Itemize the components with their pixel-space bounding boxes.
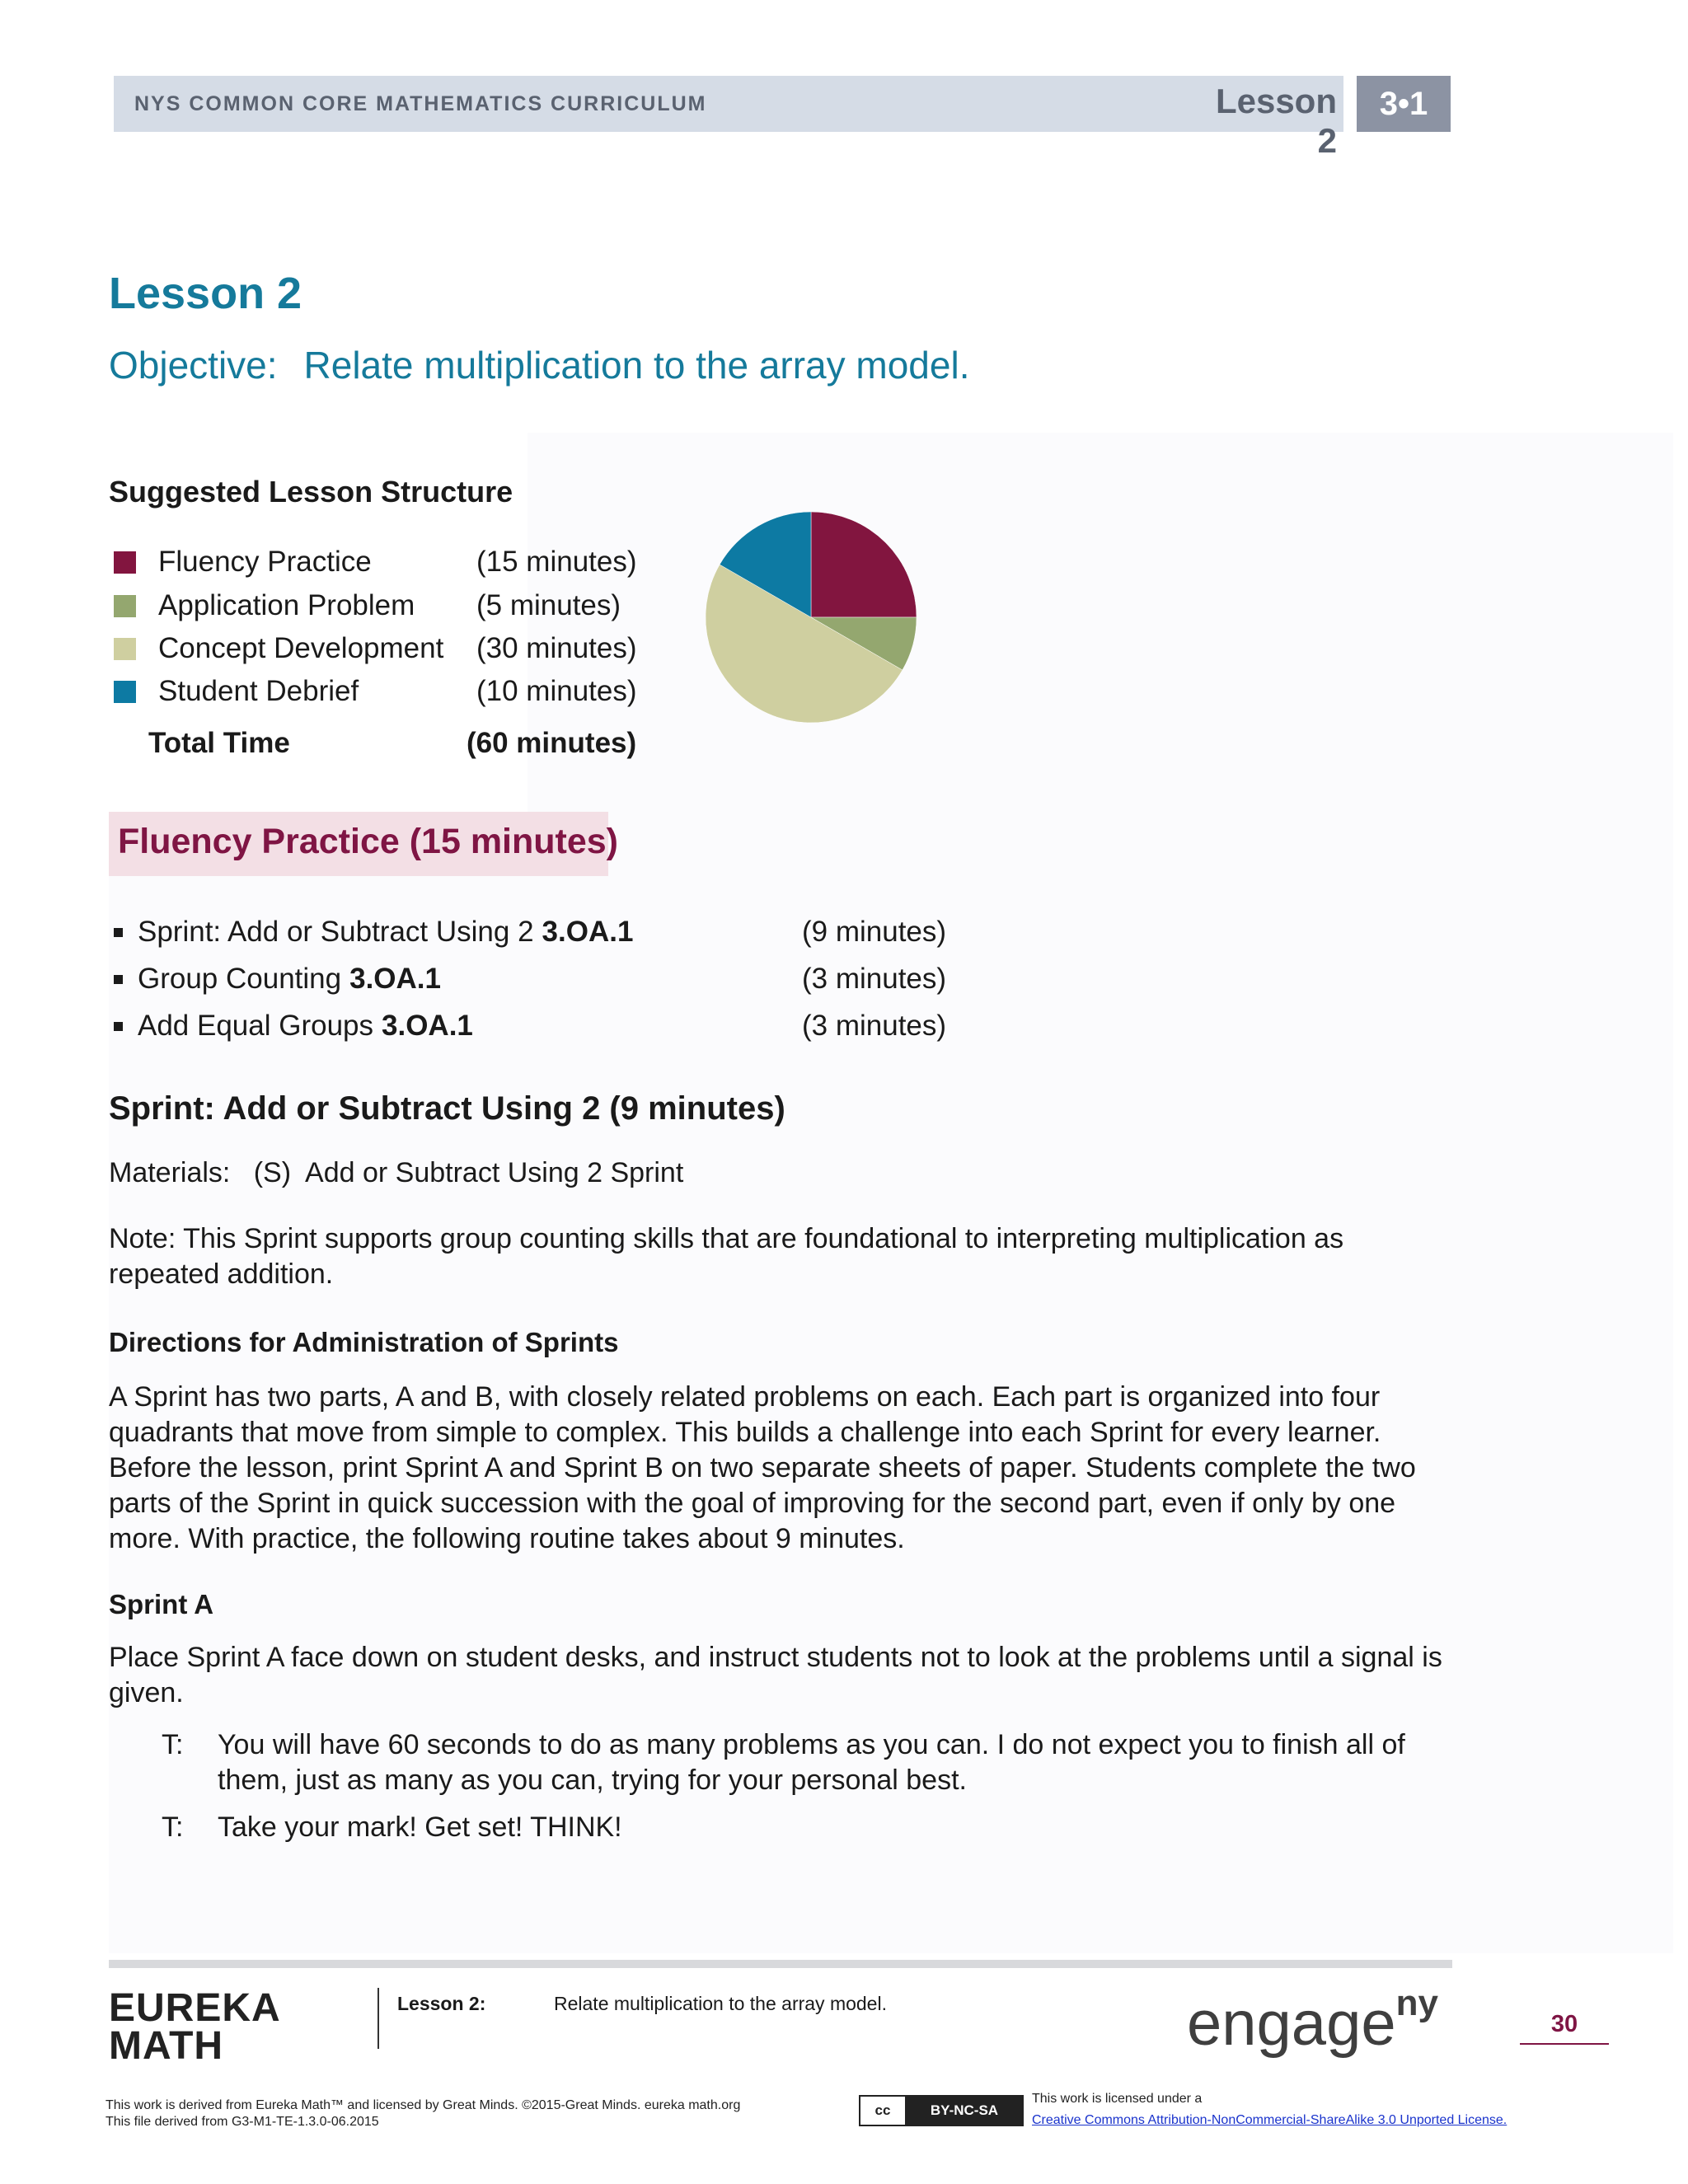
cc-badge-text: BY-NC-SA [930, 2102, 999, 2118]
sprint-a-heading: Sprint A [109, 1589, 214, 1619]
fluency-item-standard: 3.OA.1 [542, 916, 634, 948]
structure-item-label: Concept Development [158, 632, 444, 664]
engage-word: engage [1187, 1989, 1396, 2059]
logo-line-2: MATH [109, 2024, 224, 2068]
structure-item-label: Application Problem [158, 589, 415, 621]
objective-text: Relate multiplication to the array model. [303, 344, 970, 387]
engage-sup: ny [1395, 1982, 1438, 2023]
fluency-item [114, 958, 1020, 1000]
page-number: 30 [1520, 2011, 1609, 2045]
bullet-icon [114, 1022, 123, 1031]
speaker-label: T: [162, 1729, 184, 1760]
structure-item-minutes: (15 minutes) [476, 546, 637, 578]
fluency-item-standard: 3.OA.1 [349, 963, 441, 995]
pie-slice-fluency-practice [811, 512, 917, 617]
dialogue-line [162, 1727, 1447, 1798]
objective [109, 343, 969, 387]
logo-line-1: EUREKA [109, 1986, 281, 2030]
header-lesson-label: Lesson 2 [1215, 82, 1337, 160]
fluency-item [114, 1005, 1020, 1047]
structure-row-debrief [114, 671, 637, 712]
objective-label: Objective: [109, 344, 278, 387]
legend-swatch [114, 595, 136, 617]
structure-item-label: Fluency Practice [158, 546, 372, 578]
dialogue-text: You will have 60 seconds to do as many problems as you can. I do not expect you to finish all of them, just as many as you can, trying for your personal best. [218, 1729, 1405, 1796]
structure-row-concept [114, 628, 637, 669]
fluency-item-text: Sprint: Add or Subtract Using 2 [138, 916, 534, 948]
derived-line-2: This file derived from G3-M1-TE-1.3.0-06.2015 [106, 2115, 379, 2129]
dialogue-text: Take your mark! Get set! THINK! [218, 1811, 622, 1843]
curriculum-title: NYS COMMON CORE MATHEMATICS CURRICULUM [134, 92, 707, 115]
fluency-item-standard: 3.OA.1 [382, 1010, 473, 1042]
fluency-item-text: Add Equal Groups [138, 1010, 374, 1042]
license-link[interactable]: Creative Commons Attribution-NonCommercial-ShareAlike 3.0 Unported License. [1032, 2113, 1507, 2127]
fluency-item-text: Group Counting [138, 963, 342, 995]
license-line: This work is licensed under a [1032, 2092, 1203, 2106]
bullet-icon [114, 928, 123, 937]
cc-icon: cc [860, 2097, 907, 2125]
lesson-structure-pie-chart [703, 509, 919, 725]
structure-item-minutes: (5 minutes) [476, 589, 621, 621]
total-time-label: Total Time [148, 727, 290, 759]
sprint-heading: Sprint: Add or Subtract Using 2 (9 minutes) [109, 1090, 785, 1127]
fluency-item-minutes: (3 minutes) [802, 1010, 947, 1042]
bullet-icon [114, 975, 123, 984]
structure-heading: Suggested Lesson Structure [109, 475, 513, 509]
sprint-a-paragraph: Place Sprint A face down on student desks, and instruct students not to look at the problems until a signal is given. [109, 1642, 1442, 1708]
structure-item-label: Student Debrief [158, 675, 359, 707]
footer-lesson-label: Lesson 2: [397, 1993, 486, 2014]
fluency-item [114, 912, 1020, 953]
lesson-title: Lesson 2 [109, 269, 302, 318]
structure-row-application [114, 585, 621, 626]
legend-swatch [114, 638, 136, 660]
footer-lesson-objective: Relate multiplication to the array model. [554, 1993, 887, 2014]
structure-row-fluency [114, 541, 637, 583]
grade-module-badge: 3•1 [1357, 76, 1451, 132]
engageny-logo [1187, 1982, 1438, 2060]
cc-license-badge[interactable] [859, 2095, 1024, 2126]
fluency-banner: Fluency Practice (15 minutes) [118, 822, 618, 861]
legend-swatch [114, 551, 136, 574]
materials-line: Materials: (S) Add or Subtract Using 2 Sprint [109, 1157, 684, 1188]
directions-paragraph: A Sprint has two parts, A and B, with closely related problems on each. Each part is organized into four quadrants that move from simple to complex. This builds a challenge into each Sprint for every learner. Before the lesson, print Sprint A and Sprint B on two separate sheets of paper. Students complete the two parts of the Sprint in quick succession with the goal of improving for the second part, even if only by one more. With practice, the following routine takes about 9 minutes. [109, 1381, 1416, 1554]
structure-item-minutes: (10 minutes) [476, 675, 637, 707]
fluency-item-minutes: (3 minutes) [802, 963, 947, 995]
speaker-label: T: [162, 1811, 184, 1843]
total-time-minutes: (60 minutes) [467, 727, 637, 759]
legend-swatch [114, 681, 136, 703]
footer-divider [109, 1960, 1452, 1968]
eureka-math-logo [109, 1986, 281, 2068]
fluency-item-minutes: (9 minutes) [802, 916, 947, 948]
footer-vertical-divider [377, 1988, 379, 2049]
directions-heading: Directions for Administration of Sprints [109, 1327, 619, 1357]
derived-line-1: This work is derived from Eureka Math™ and licensed by Great Minds. ©2015-Great Minds. eureka math.org [106, 2098, 741, 2112]
structure-item-minutes: (30 minutes) [476, 632, 637, 664]
note-paragraph: Note: This Sprint supports group counting skills that are foundational to interpreting multiplication as repeated addition. [109, 1223, 1344, 1290]
dialogue-line [162, 1810, 1447, 1845]
